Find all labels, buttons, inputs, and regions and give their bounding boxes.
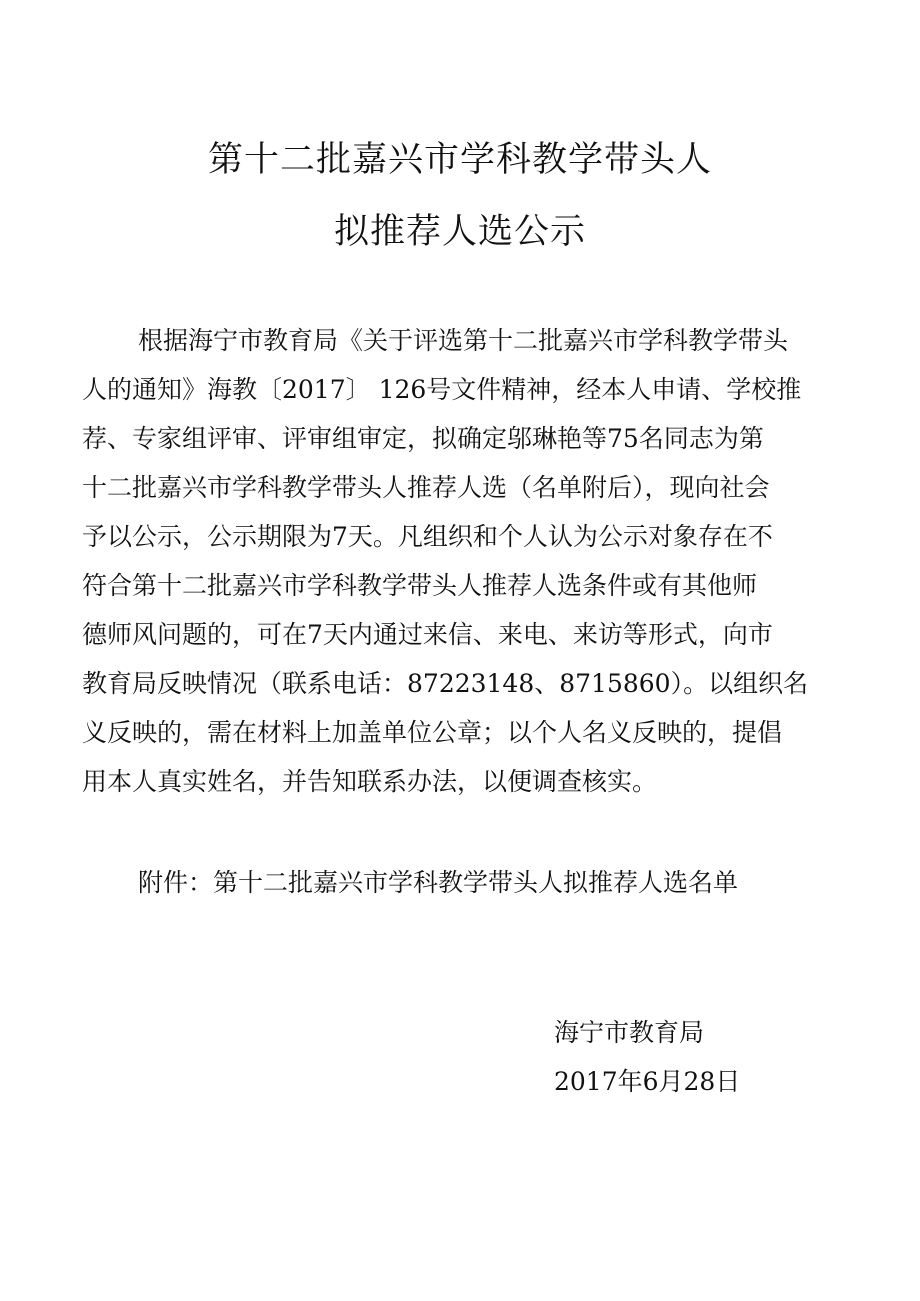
body-line: 用本人真实姓名，并告知联系办法，以便调查核实。 [82,767,658,796]
body-line: 十二批嘉兴市学科教学带头人推荐人选（名单附后），现向社会 [82,473,770,502]
body-line: 德师风问题的，可在7天内通过来信、来电、来访等形式，向市 [82,620,773,649]
signature-organization: 海宁市教育局 [554,1018,705,1047]
body-line: 根据海宁市教育局《关于评选第十二批嘉兴市学科教学带头 [138,326,789,355]
body-line: 教育局反映情况（联系电话：87223148、8715860）。以组织名 [82,669,809,698]
body-line: 符合第十二批嘉兴市学科教学带头人推荐人选条件或有其他师 [82,571,758,600]
document-title-line-1: 第十二批嘉兴市学科教学带头人 [207,140,712,180]
body-line: 人的通知》海教〔2017〕 126号文件精神，经本人申请、学校推 [82,375,802,404]
body-line: 荐、专家组评审、评审组审定，拟确定邬琳艳等75名同志为第 [82,424,764,453]
body-line: 予以公示，公示期限为7天。凡组织和个人认为公示对象存在不 [82,522,773,551]
document-title-line-2: 拟推荐人选公示 [333,212,586,252]
body-line: 义反映的，需在材料上加盖单位公章；以个人名义反映的，提倡 [82,718,783,747]
attachment-note: 附件：第十二批嘉兴市学科教学带头人拟推荐人选名单 [138,868,739,897]
signature-date: 2017年6月28日 [554,1067,741,1096]
